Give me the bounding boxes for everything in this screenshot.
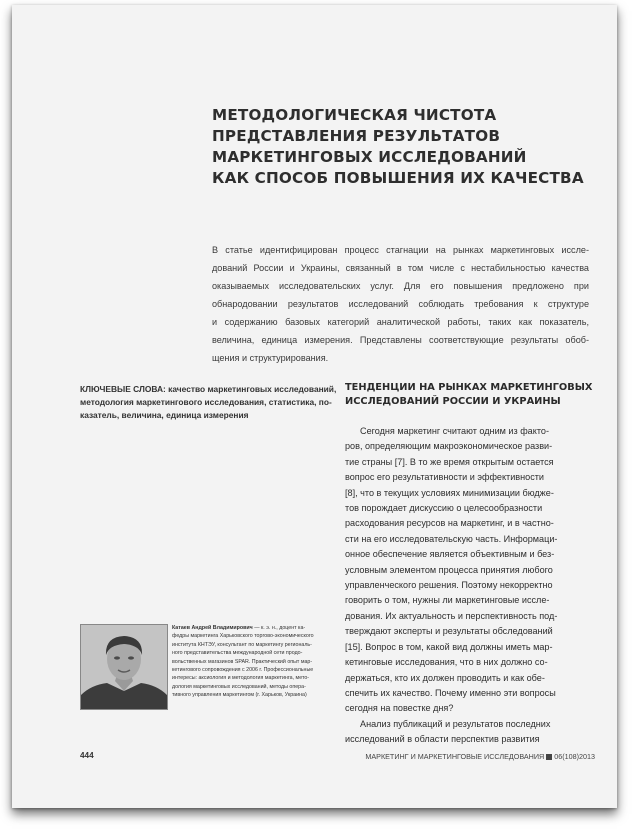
author-bio-line: кетингового сопровождения с 2006 г. Профессиональные	[172, 667, 314, 674]
body-line: онное обеспечение является объективным и без-	[345, 549, 555, 560]
author-bio-line: федры маркетинга Харьковского торгово-экономического	[172, 633, 314, 640]
author-bio-line: интересы: аксиология и методология маркетинга, мето-	[172, 675, 310, 682]
body-line: тов порождает дискуссию о целесообразности	[345, 503, 543, 514]
keywords-line: методология маркетингового исследования, статистика, по-	[80, 397, 332, 407]
journal-name: МАРКЕТИНГ И МАРКЕТИНГОВЫЕ ИССЛЕДОВАНИЯ	[365, 752, 545, 761]
title-line: МЕТОДОЛОГИЧЕСКАЯ ЧИСТОТА	[212, 106, 497, 124]
journal-footer	[365, 752, 595, 761]
page-number: 444	[80, 751, 94, 760]
title-line: ПРЕДСТАВЛЕНИЯ РЕЗУЛЬТАТОВ	[212, 127, 501, 145]
body-line: говорить о том, нужны ли маркетинговые иссле-	[345, 595, 550, 606]
keywords-line: КЛЮЧЕВЫЕ СЛОВА: качество маркетинговых исследований,	[80, 384, 337, 394]
author-bio-line: дология маркетинговых исследований, методы опера-	[172, 683, 306, 690]
author-bio-line: института КНТЭУ, консультант по маркетингу региональ-	[172, 641, 312, 648]
body-line: Анализ публикаций и результатов последних	[360, 718, 551, 729]
body-line: вопрос его результативности и эффективности	[345, 472, 545, 483]
author-bio-line: ного представительства международной сети продо-	[172, 650, 303, 657]
title-line: МАРКЕТИНГОВЫХ ИССЛЕДОВАНИЙ	[212, 148, 527, 166]
body-line: расходования ресурсов на маркетинг, и в частно-	[345, 518, 554, 529]
body-line: ров, определяющим макроэкономическое разви-	[345, 441, 553, 452]
article-abstract	[212, 241, 589, 367]
keywords-line: казатель, величина, единица измерения	[80, 410, 249, 420]
body-line: управленческого решения. Поэтому некорректно	[345, 580, 553, 591]
abstract-line: и содержанию базовых категорий аналитической работы, таких как показатель,	[212, 317, 589, 327]
body-line: Сегодня маркетинг считают одним из факто-	[360, 426, 549, 436]
abstract-line: дований России и Украины, связанный в том числе с нестабильностью качества	[212, 263, 589, 273]
body-line: тверждают эксперты и результаты обследований	[345, 626, 553, 637]
section-heading	[345, 381, 605, 409]
abstract-line: величина, единица измерения. Представлены соответствующие результаты обоб-	[212, 335, 589, 345]
author-photo	[80, 624, 168, 710]
abstract-line: щения и структурирования.	[212, 353, 329, 363]
author-info	[172, 624, 332, 700]
author-bio-line: — к. э. н., доцент ка-	[252, 625, 306, 631]
body-line: кетинговые исследования, что в них должно со-	[345, 657, 548, 668]
square-icon	[546, 754, 552, 760]
section-heading-line: ТЕНДЕНЦИИ НА РЫНКАХ МАРКЕТИНГОВЫХ	[345, 382, 593, 393]
author-bio-line: тивного управления маркетингом (г. Харьков, Украина)	[172, 692, 307, 699]
body-line: [8], что в текущих условиях минимизации бюдже-	[345, 487, 554, 498]
body-line: тие страны [7]. В то же время открытым остается	[345, 456, 554, 467]
author-bio-line	[172, 624, 332, 632]
author-name: Катаев Андрей Владимирович	[172, 625, 253, 631]
author-bio-line: вольственных магазинов SPAR. Практический опыт мар-	[172, 658, 313, 665]
keywords	[80, 383, 337, 422]
title-line: КАК СПОСОБ ПОВЫШЕНИЯ ИХ КАЧЕСТВА	[212, 169, 584, 187]
article-title	[212, 105, 592, 189]
body-line: дования. Их актуальность и перспективность под-	[345, 610, 558, 621]
abstract-line: оказываемых исследовательских услуг. Для его повышения предложено при	[212, 281, 589, 291]
body-line: держаться, кто их должен проводить и как обе-	[345, 672, 545, 683]
body-line: сти на его исследовательскую часть. Информаци-	[345, 533, 558, 544]
journal-page	[12, 5, 617, 808]
issue-number: 06(108)2013	[554, 752, 595, 761]
abstract-line: В статье идентифицирован процесс стагнации на рынках маркетинговых иссле-	[212, 245, 589, 255]
body-line: исследований в области перспектив развития	[345, 734, 540, 745]
body-text	[345, 424, 593, 748]
body-line: спечить их качество. Почему именно эти вопросы	[345, 687, 556, 698]
body-line: сегодня на повестке дня?	[345, 703, 454, 714]
section-heading-line: ИССЛЕДОВАНИЙ РОССИИ И УКРАИНЫ	[345, 396, 561, 407]
abstract-line: обнародовании результатов исследований соблюдать требования к структуре	[212, 299, 589, 309]
body-line: [15]. Вопрос в том, какой вид должны иметь мар-	[345, 641, 553, 652]
body-line: условным элементом процесса принятия любого	[345, 564, 553, 575]
